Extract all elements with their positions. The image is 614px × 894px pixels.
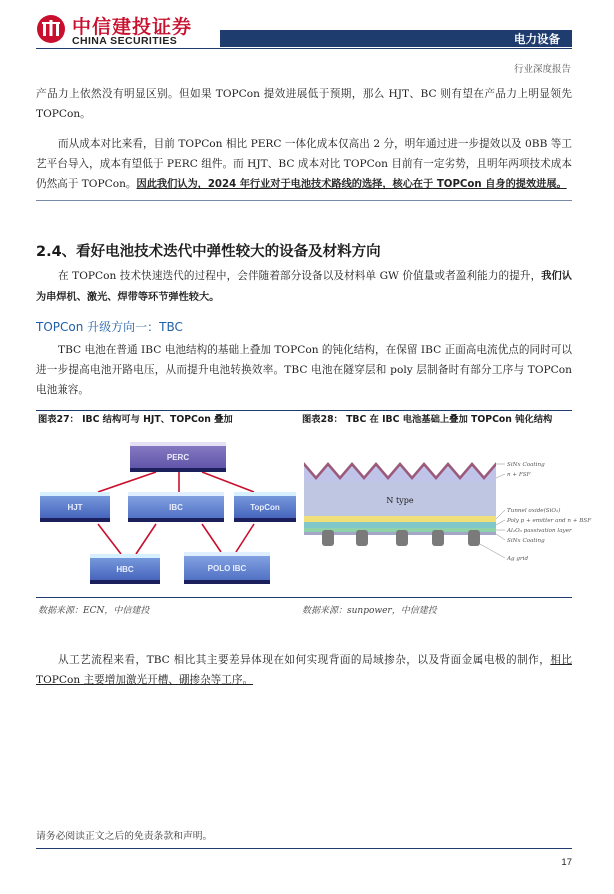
ag-grid-finger: [356, 530, 368, 546]
cell-box-hbc: [90, 554, 160, 584]
figure-28-caption: 图表28： TBC 在 IBC 电池基础上叠加 TOPCon 钝化结构: [302, 414, 553, 425]
paragraph-5: [36, 650, 572, 690]
paragraph-3-text: 在 TOPCon 技术快速迭代的过程中，会伴随着部分设备以及材料单 GW 价值量或者盈利能力的提升，: [58, 270, 542, 282]
label-tunnel-oxide: Tunnel oxide(SiO₂): [507, 508, 561, 514]
arrow-perc-to-hjt: [98, 472, 156, 492]
footer-disclaimer: 请务必阅读正文之后的免责条款和声明。: [36, 831, 213, 842]
label-nfsf: n + FSF: [507, 472, 531, 478]
cell-box-topcon-label: TopCon: [250, 502, 280, 512]
section-divider: [36, 200, 572, 201]
label-poly: Poly p + emitter and n + BSF: [507, 518, 592, 524]
cell-box-ibc-label: IBC: [169, 502, 183, 512]
label-sinx-bottom: SiNx Coating: [507, 538, 545, 544]
cell-box-hbc-label: HBC: [116, 564, 134, 574]
cell-box-hjt: [40, 492, 110, 522]
paragraph-1: [36, 84, 572, 124]
figure-28-diagram: [300, 432, 592, 592]
label-al2o3: Al₂O₃ passivation layer: [507, 528, 572, 534]
paragraph-3-emphasis: 我们认为串焊机、激光、焊带等环节弹性较大。: [36, 271, 572, 303]
figure-27-source: 数据来源：ECN，中信建投: [38, 606, 150, 616]
leader-line: [480, 544, 505, 558]
report-type-label: 行业深度报告: [513, 64, 571, 75]
arrow-perc-to-topcon: [202, 472, 254, 492]
paragraph-1-text: 产品力上依然没有明显区别。但如果 TOPCon 提效进展低于预期，那么 HJT、BC 则有望在产品力上明显领先 TOPCon。: [36, 88, 572, 120]
arrow-ibc-to-hbc: [136, 524, 156, 554]
paragraph-3: [36, 266, 572, 308]
paragraph-2-emphasis: 因此我们认为，2024 年行业对于电池技术路线的选择，核心在于 TOPCon 自身的提效进展。: [136, 179, 567, 190]
paragraph-2: [36, 134, 572, 195]
cell-box-perc: [130, 442, 226, 472]
cell-box-ibc: [128, 492, 224, 522]
arrow-ibc-to-polo: [202, 524, 221, 552]
arrow-hjt-to-hbc: [98, 524, 121, 554]
cell-box-hjt-label: HJT: [67, 502, 83, 512]
figure-28-cross-section: [300, 432, 592, 592]
paragraph-4-text: TBC 电池在普通 IBC 电池结构的基础上叠加 TOPCon 的钝化结构，在保留 IBC 正面高电流优点的同时可以进一步提高电池开路电压，从而提升电池转换效率。TBC 电池在隧穿层和 poly 层制备时有部分工序与 TOPCon 电池兼容。: [36, 344, 572, 396]
n-type-label: N type: [386, 496, 414, 505]
leader-line: [496, 510, 505, 519]
figure-27-caption: 图表27： IBC 结构可与 HJT、TOPCon 叠加: [38, 414, 233, 425]
label-ag-grid: Ag grid: [507, 556, 529, 562]
ag-grid-finger: [432, 530, 444, 546]
logo-english-name: CHINA SECURITIES: [72, 35, 178, 47]
company-logo-icon: [36, 14, 66, 44]
page-number: 17: [561, 857, 572, 868]
tunnel-oxide-layer: [304, 516, 496, 522]
cell-box-topcon: [234, 492, 296, 522]
ag-grid-finger: [396, 530, 408, 546]
leader-line: [496, 534, 505, 540]
ag-grid-finger: [468, 530, 480, 546]
leader-line: [496, 520, 505, 525]
footer-divider: [36, 848, 572, 849]
subsection-title: TOPCon 升级方向一：TBC: [36, 320, 183, 334]
header-divider: [36, 48, 572, 49]
section-title: 2.4、看好电池技术迭代中弹性较大的设备及材料方向: [36, 244, 381, 260]
paragraph-2-text: 而从成本对比来看，目前 TOPCon 相比 PERC 一体化成本仅高出 2 分，明年通过进一步提效以及 0BB 等工艺平台导入，成本有望低于 PERC 组件。而 HJT、BC 成本对比 TOPCon 目前有一定劣势，且明年两项技术成本仍然高于 TOPCon。: [36, 138, 572, 190]
arrow-topcon-to-polo: [236, 524, 254, 552]
paragraph-5-underlined: 相比 TOPCon 主要增加激光开槽、硼掺杂等工序。: [36, 654, 573, 686]
figure-bottom-rule: [36, 597, 572, 598]
leader-line: [496, 474, 505, 478]
poly-layer: [304, 522, 496, 528]
cell-box-perc-label: PERC: [166, 452, 190, 462]
cell-box-polo-ibc-label: POLO IBC: [207, 563, 247, 573]
ag-grid-finger: [322, 530, 334, 546]
figure-28-source: 数据来源：sunpower，中信建投: [302, 606, 437, 616]
sector-label: 电力设备: [514, 32, 560, 46]
logo-chinese-name: 中信建投证券: [72, 16, 193, 38]
paragraph-4: [36, 340, 572, 400]
figure-27-diagram: [36, 432, 298, 592]
cell-box-polo-ibc: [184, 552, 270, 584]
label-sinx-top: SiNx Coating: [507, 462, 545, 468]
paragraph-5-text: 从工艺流程来看，TBC 相比其主要差异体现在如何实现背面的局域掺杂，以及背面金属电极的制作，: [58, 654, 551, 666]
header-sector-band: [220, 30, 572, 47]
